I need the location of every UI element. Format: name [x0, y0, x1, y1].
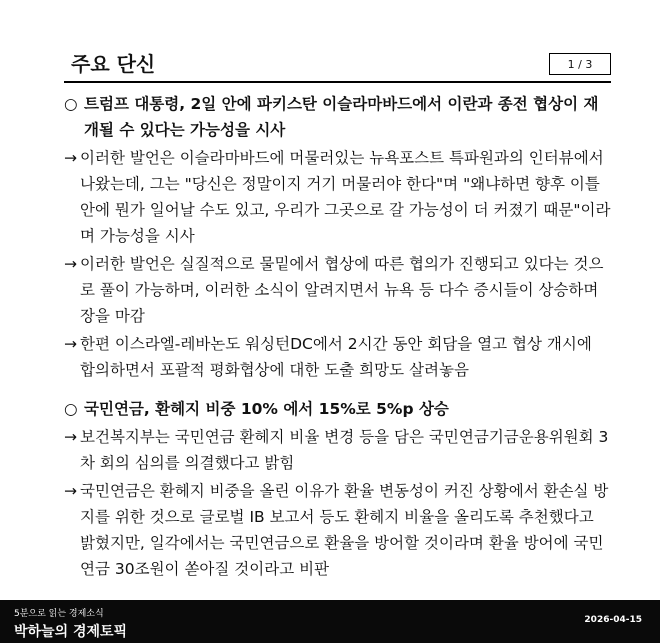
news-item [64, 91, 611, 383]
detail-text: 한편 이스라엘-레바논도 워싱턴DC에서 2시간 동안 회담을 열고 협상 개시에 합의하면서 포괄적 평화협상에 대한 도출 희망도 살려놓음 [80, 335, 592, 379]
news-detail [64, 478, 611, 582]
news-detail [64, 251, 611, 329]
page-title: 주요 단신 [71, 52, 156, 76]
news-item [64, 396, 611, 582]
news-headline [64, 396, 611, 422]
header [64, 44, 611, 83]
footer-brand: 박하늘의 경제토픽 [14, 624, 128, 640]
arrow-icon: → [64, 149, 77, 167]
news-headline [64, 91, 611, 143]
detail-text: 보건복지부는 국민연금 환헤지 비율 변경 등을 담은 국민연금기금운용위원회 3차 회의 심의를 의결했다고 밝힘 [80, 428, 609, 472]
arrow-icon: → [64, 428, 77, 446]
arrow-icon: → [64, 335, 77, 353]
detail-text: 이러한 발언은 실질적으로 물밑에서 협상에 따른 협의가 진행되고 있다는 것으로 풀이 가능하며, 이러한 소식이 알려지면서 뉴욕 등 다수 증시들이 상승하며 장을 마감 [80, 255, 604, 325]
page-counter: 1 / 3 [549, 53, 611, 75]
news-detail [64, 331, 611, 383]
arrow-icon: → [64, 482, 77, 500]
footer-subtitle: 5분으로 읽는 경제소식 [14, 609, 104, 619]
content [64, 91, 611, 582]
circle-bullet-icon: ○ [64, 400, 78, 418]
detail-text: 국민연금은 환헤지 비중을 올린 이유가 환율 변동성이 커진 상황에서 환손실 방지를 위한 것으로 글로벌 IB 보고서 등도 환헤지 비율을 올리도록 추천했다고 밝혔지만, 일각에서는 국민연금으로 환율을 방어할 것이라며 환율 방어에 국민연금 30조원이 쏟아질 것이라고 비판 [80, 482, 609, 578]
news-detail [64, 145, 611, 249]
circle-bullet-icon: ○ [64, 95, 78, 113]
headline-text: 국민연금, 환헤지 비중 10% 에서 15%로 5%p 상승 [84, 400, 449, 418]
detail-text: 이러한 발언은 이슬라마바드에 머물러있는 뉴욕포스트 특파원과의 인터뷰에서 나왔는데, 그는 "당신은 정말이지 거기 머물러야 한다"며 "왜냐하면 향후 이틀 안에 뭔가 일어날 수도 있고, 우리가 그곳으로 갈 가능성이 더 커졌기 때문"이라며 가능성을 시사 [80, 149, 611, 245]
headline-text: 트럼프 대통령, 2일 안에 파키스탄 이슬라마바드에서 이란과 종전 협상이 재개될 수 있다는 가능성을 시사 [84, 95, 599, 139]
footer [0, 600, 660, 643]
news-detail [64, 424, 611, 476]
footer-date: 2026-04-15 [584, 615, 642, 625]
arrow-icon: → [64, 255, 77, 273]
